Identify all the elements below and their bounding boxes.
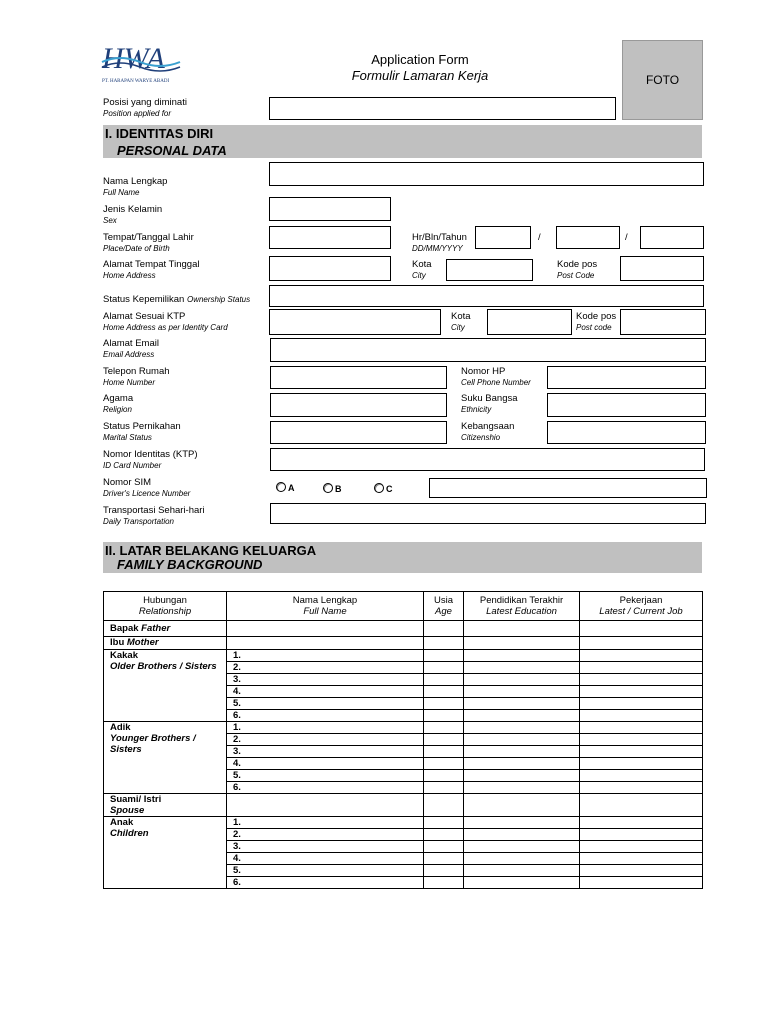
- table-cell[interactable]: [464, 841, 580, 853]
- ktp-city-label: Kota City: [451, 311, 471, 332]
- ethnicity-input[interactable]: [547, 393, 706, 417]
- postcode-label: Kode pos Post Code: [557, 259, 598, 280]
- section2-subtitle: FAMILY BACKGROUND: [117, 557, 263, 572]
- table-cell[interactable]: [464, 674, 580, 686]
- table-cell[interactable]: [464, 698, 580, 710]
- ownership-input[interactable]: [269, 285, 704, 307]
- city-input[interactable]: [446, 259, 533, 281]
- home-address-input[interactable]: [269, 256, 391, 281]
- form-title: Application Form: [371, 52, 469, 67]
- table-cell[interactable]: [424, 877, 464, 889]
- date-format-label: Hr/Bln/Tahun DD/MM/YYYY: [412, 232, 467, 253]
- table-cell[interactable]: [464, 662, 580, 674]
- photo-box[interactable]: [622, 40, 703, 120]
- table-cell[interactable]: [464, 758, 580, 770]
- sim-option-a[interactable]: A: [276, 482, 295, 493]
- full-name-label: Nama Lengkap Full Name: [103, 176, 168, 197]
- older-siblings-group: [104, 650, 703, 722]
- table-cell[interactable]: [580, 829, 703, 841]
- section-personal-data: [103, 125, 702, 158]
- table-cell[interactable]: [464, 770, 580, 782]
- citizenship-label: Kebangsaan Citizenshio: [461, 421, 515, 442]
- younger-siblings-group: [104, 722, 703, 794]
- table-cell[interactable]: [464, 877, 580, 889]
- relationship-older: Kakak Older Brothers / Sisters: [104, 650, 227, 722]
- row-number[interactable]: 5.: [227, 770, 424, 782]
- table-cell[interactable]: [580, 698, 703, 710]
- children-group: [104, 817, 703, 889]
- table-cell[interactable]: [424, 698, 464, 710]
- marital-input[interactable]: [270, 421, 447, 444]
- logo-text: HWA: [102, 42, 165, 75]
- table-cell[interactable]: [424, 650, 464, 662]
- row-number[interactable]: 3.: [227, 746, 424, 758]
- table-row: [104, 722, 703, 734]
- table-cell[interactable]: [464, 686, 580, 698]
- position-label: Posisi yang diminati Position applied for: [103, 97, 187, 118]
- table-cell[interactable]: [580, 770, 703, 782]
- table-cell[interactable]: [580, 734, 703, 746]
- postcode-input[interactable]: [620, 256, 704, 281]
- table-cell[interactable]: [424, 734, 464, 746]
- table-cell[interactable]: [464, 650, 580, 662]
- religion-label: Agama Religion: [103, 393, 134, 414]
- ktp-postcode-input[interactable]: [620, 309, 706, 335]
- table-row: [104, 817, 703, 829]
- company-logo: [100, 40, 184, 86]
- col-header-name: Nama Lengkap Full Name: [227, 592, 424, 621]
- col-header-relationship: Hubungan Relationship: [104, 592, 227, 621]
- table-cell[interactable]: [464, 734, 580, 746]
- table-cell[interactable]: [464, 829, 580, 841]
- row-number[interactable]: 1.: [227, 722, 424, 734]
- row-number[interactable]: 1.: [227, 650, 424, 662]
- ktp-address-label: Alamat Sesuai KTP Home Address as per Identity Card: [103, 311, 228, 332]
- marital-label: Status Pernikahan Marital Status: [103, 421, 181, 442]
- table-cell[interactable]: [580, 758, 703, 770]
- table-cell[interactable]: [464, 853, 580, 865]
- id-card-input[interactable]: [270, 448, 705, 471]
- home-phone-input[interactable]: [270, 366, 447, 389]
- home-phone-label: Telepon Rumah Home Number: [103, 366, 170, 387]
- row-number[interactable]: 3.: [227, 841, 424, 853]
- full-name-input[interactable]: [269, 162, 704, 186]
- sim-option-c[interactable]: C: [374, 483, 393, 494]
- relationship-younger: Adik Younger Brothers / Sisters: [104, 722, 227, 794]
- table-cell[interactable]: [580, 746, 703, 758]
- table-row: [104, 637, 703, 650]
- table-cell[interactable]: [580, 782, 703, 794]
- table-cell[interactable]: [424, 853, 464, 865]
- table-cell[interactable]: [464, 722, 580, 734]
- table-cell[interactable]: [424, 746, 464, 758]
- table-cell[interactable]: [580, 853, 703, 865]
- date-slash-1: /: [538, 232, 541, 243]
- relationship-spouse: Suami/ Istri Spouse: [104, 794, 227, 817]
- table-cell[interactable]: [464, 782, 580, 794]
- transport-input[interactable]: [270, 503, 706, 524]
- table-cell[interactable]: [580, 650, 703, 662]
- email-label: Alamat Email Email Address: [103, 338, 159, 359]
- table-cell[interactable]: [424, 758, 464, 770]
- row-number[interactable]: 1.: [227, 817, 424, 829]
- family-table: [103, 591, 703, 889]
- table-cell[interactable]: [580, 710, 703, 722]
- row-number[interactable]: 4.: [227, 853, 424, 865]
- table-cell[interactable]: [580, 817, 703, 829]
- religion-input[interactable]: [270, 393, 447, 417]
- email-input[interactable]: [270, 338, 706, 362]
- row-number[interactable]: 2.: [227, 829, 424, 841]
- photo-label: FOTO: [645, 73, 680, 87]
- row-number[interactable]: 4.: [227, 686, 424, 698]
- birth-day-input[interactable]: [475, 226, 531, 249]
- relationship-children: Anak Children: [104, 817, 227, 889]
- table-cell[interactable]: [424, 865, 464, 877]
- table-cell[interactable]: [424, 829, 464, 841]
- row-number[interactable]: 3.: [227, 674, 424, 686]
- table-cell[interactable]: [580, 865, 703, 877]
- table-cell[interactable]: [580, 686, 703, 698]
- row-number[interactable]: 4.: [227, 758, 424, 770]
- section2-title: II. LATAR BELAKANG KELUARGA: [105, 543, 317, 558]
- position-input[interactable]: [269, 97, 616, 120]
- form-subtitle: Formulir Lamaran Kerja: [351, 68, 489, 83]
- birth-place-input[interactable]: [269, 226, 391, 249]
- sim-option-b[interactable]: B: [323, 483, 342, 494]
- birth-year-input[interactable]: [640, 226, 704, 249]
- id-card-label: Nomor Identitas (KTP) ID Card Number: [103, 449, 198, 470]
- table-cell[interactable]: [464, 710, 580, 722]
- row-number[interactable]: 6.: [227, 877, 424, 889]
- radio-circle-icon: [374, 483, 384, 493]
- relationship-father: Bapak Father: [104, 621, 227, 637]
- section1-subtitle: PERSONAL DATA: [117, 143, 227, 158]
- table-cell[interactable]: [580, 674, 703, 686]
- table-header-row: [104, 592, 703, 621]
- row-number[interactable]: 2.: [227, 734, 424, 746]
- table-row: [104, 794, 703, 817]
- birth-label: Tempat/Tanggal Lahir Place/Date of Birth: [103, 232, 194, 253]
- sim-label: Nomor SIM Driver's Licence Number: [103, 477, 191, 498]
- citizenship-input[interactable]: [547, 421, 706, 444]
- table-row: [104, 621, 703, 637]
- row-number[interactable]: 5.: [227, 698, 424, 710]
- radio-circle-icon: [276, 482, 286, 492]
- ktp-postcode-label: Kode pos Post code: [576, 311, 617, 332]
- transport-label: Transportasi Sehari-hari Daily Transportation: [103, 505, 205, 526]
- table-cell[interactable]: [424, 782, 464, 794]
- row-number[interactable]: 6.: [227, 710, 424, 722]
- city-label: Kota City: [412, 259, 432, 280]
- ethnicity-label: Suku Bangsa Ethnicity: [461, 393, 518, 414]
- table-cell[interactable]: [580, 662, 703, 674]
- col-header-education: Pendidikan Terakhir Latest Education: [464, 592, 580, 621]
- home-address-label: Alamat Tempat Tinggal Home Address: [103, 259, 200, 280]
- cell-phone-input[interactable]: [547, 366, 706, 389]
- ownership-label: Status Kepemilikan Ownership Status: [103, 294, 251, 305]
- ktp-address-input[interactable]: [269, 309, 441, 335]
- cell-phone-label: Nomor HP Cell Phone Number: [461, 366, 531, 387]
- logo-subtext: PT. HARAPAN WARYE ABADI: [102, 79, 170, 84]
- row-number[interactable]: 6.: [227, 782, 424, 794]
- section1-title: I. IDENTITAS DIRI: [105, 126, 214, 141]
- table-cell[interactable]: [580, 722, 703, 734]
- table-cell[interactable]: [580, 841, 703, 853]
- sex-input[interactable]: [269, 197, 391, 221]
- table-cell[interactable]: [424, 662, 464, 674]
- radio-circle-icon: [323, 483, 333, 493]
- table-cell[interactable]: [424, 770, 464, 782]
- col-header-job: Pekerjaan Latest / Current Job: [580, 592, 703, 621]
- date-slash-2: /: [625, 232, 628, 243]
- ktp-city-input[interactable]: [487, 309, 572, 335]
- table-cell[interactable]: [424, 686, 464, 698]
- table-cell[interactable]: [580, 877, 703, 889]
- table-cell[interactable]: [424, 674, 464, 686]
- birth-month-input[interactable]: [556, 226, 620, 249]
- table-cell[interactable]: [424, 841, 464, 853]
- table-cell[interactable]: [424, 722, 464, 734]
- section-family-background: [103, 542, 702, 573]
- relationship-mother: Ibu Mother: [104, 637, 227, 650]
- row-number[interactable]: 2.: [227, 662, 424, 674]
- table-cell[interactable]: [424, 817, 464, 829]
- col-header-age: Usia Age: [424, 592, 464, 621]
- sim-number-input[interactable]: [429, 478, 707, 498]
- table-cell[interactable]: [424, 710, 464, 722]
- table-cell[interactable]: [464, 865, 580, 877]
- table-cell[interactable]: [464, 746, 580, 758]
- sex-label: Jenis Kelamin Sex: [103, 204, 163, 225]
- table-cell[interactable]: [464, 817, 580, 829]
- table-row: [104, 650, 703, 662]
- row-number[interactable]: 5.: [227, 865, 424, 877]
